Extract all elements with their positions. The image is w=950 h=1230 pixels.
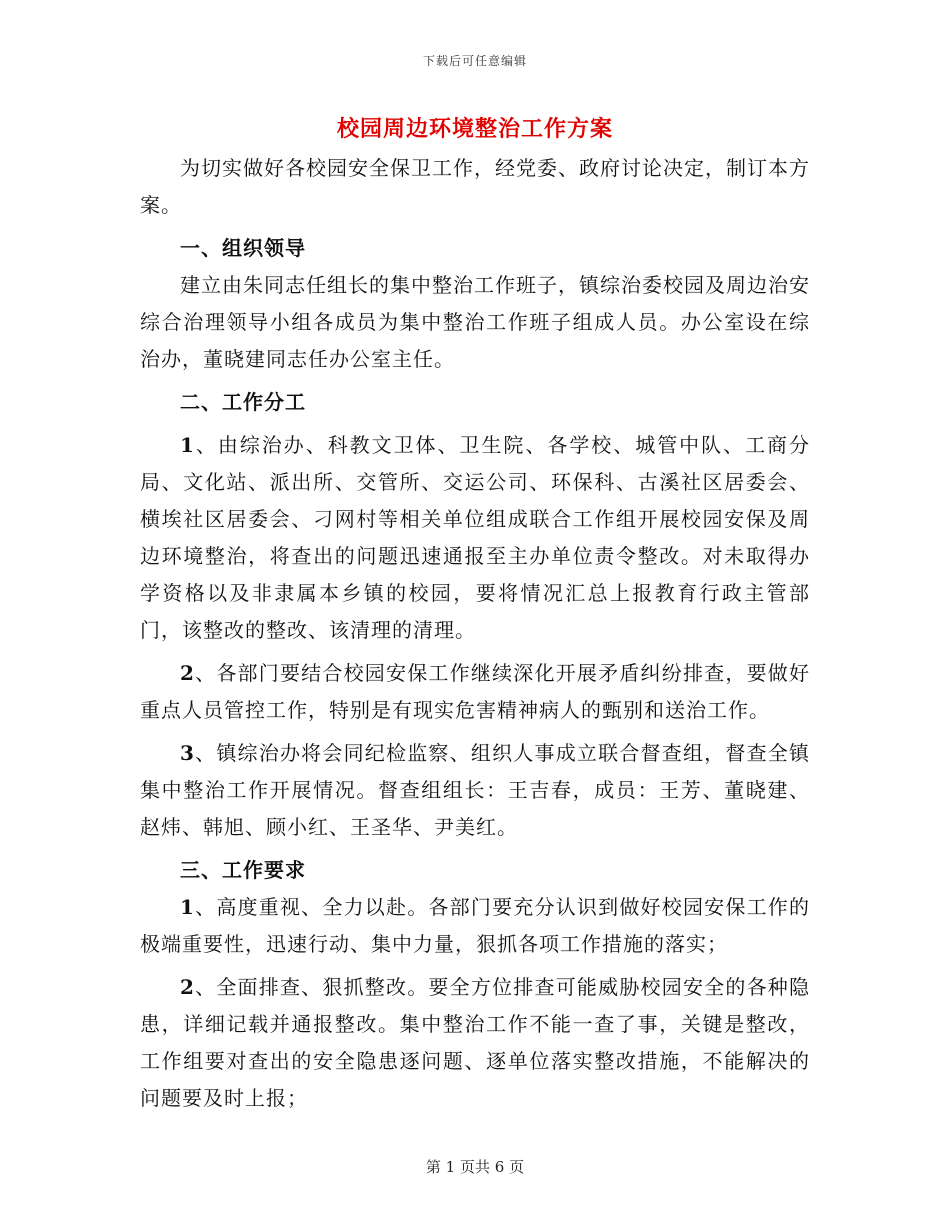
item-text: 、由综治办、科教文卫体、卫生院、各学校、城管中队、工商分局、文化站、派出所、交管所、交运公司、环保科、古溪社区居委会、横埃社区居委会、刁网村等相关单位组成联合工作组开展校园安保及周边环境整治，将查出的问题迅速通报至主办单位责令整改。对未取得办学资格以及非隶属本乡镇的校园，要将情况汇总上报教育行政主管部门，该整改的整改、该清理的清理。 [140, 433, 810, 642]
section-heading-requirements: 三、工作要求 [180, 858, 306, 882]
item-text: 、高度重视、全力以赴。各部门要充分认识到做好校园安保工作的极端重要性，迅速行动、集中力量，狠抓各项工作措施的落实； [140, 895, 810, 956]
document-title: 校园周边环境整治工作方案 [336, 116, 613, 142]
section-heading-division: 二、工作分工 [180, 390, 306, 414]
section-2-paragraph-1 [140, 427, 810, 649]
item-text: 、镇综治办将会同纪检监察、组织人事成立联合督查组，督查全镇集中整治工作开展情况。督查组组长：王吉春，成员：王芳、董晓建、赵炜、韩旭、顾小红、王圣华、尹美红。 [140, 741, 810, 839]
section-heading-organization: 一、组织领导 [180, 236, 306, 260]
item-number: 1 [180, 895, 195, 919]
intro-paragraph: 为切实做好各校园安全保卫工作，经党委、政府讨论决定，制订本方案。 [140, 156, 810, 217]
section-1-paragraph: 建立由朱同志任组长的集中整治工作班子，镇综治委校园及周边治安综合治理领导小组各成员为集中整治工作班子组成人员。办公室设在综治办，董晓建同志任办公室主任。 [140, 273, 810, 371]
page-header-note: 下载后可任意编辑 [422, 54, 527, 68]
item-number: 3 [180, 741, 195, 765]
section-3-paragraph-2 [140, 969, 810, 1117]
item-number: 2 [180, 975, 195, 999]
section-2-paragraph-3 [140, 735, 810, 846]
item-number: 1 [180, 433, 195, 457]
item-text: 、各部门要结合校园安保工作继续深化开展矛盾纠纷排查，要做好重点人员管控工作，特别是有现实危害精神病人的甄别和送治工作。 [140, 661, 810, 722]
section-3-paragraph-1 [140, 889, 810, 963]
item-number: 2 [180, 661, 195, 685]
page-number-footer: 第 1 页共 6 页 [425, 1158, 525, 1176]
item-text: 、全面排查、狠抓整改。要全方位排查可能威胁校园安全的各种隐患，详细记载并通报整改。集中整治工作不能一查了事，关键是整改，工作组要对查出的安全隐患逐问题、逐单位落实整改措施，不能解决的问题要及时上报； [140, 975, 810, 1110]
section-2-paragraph-2 [140, 655, 810, 729]
document-body [140, 150, 810, 1117]
